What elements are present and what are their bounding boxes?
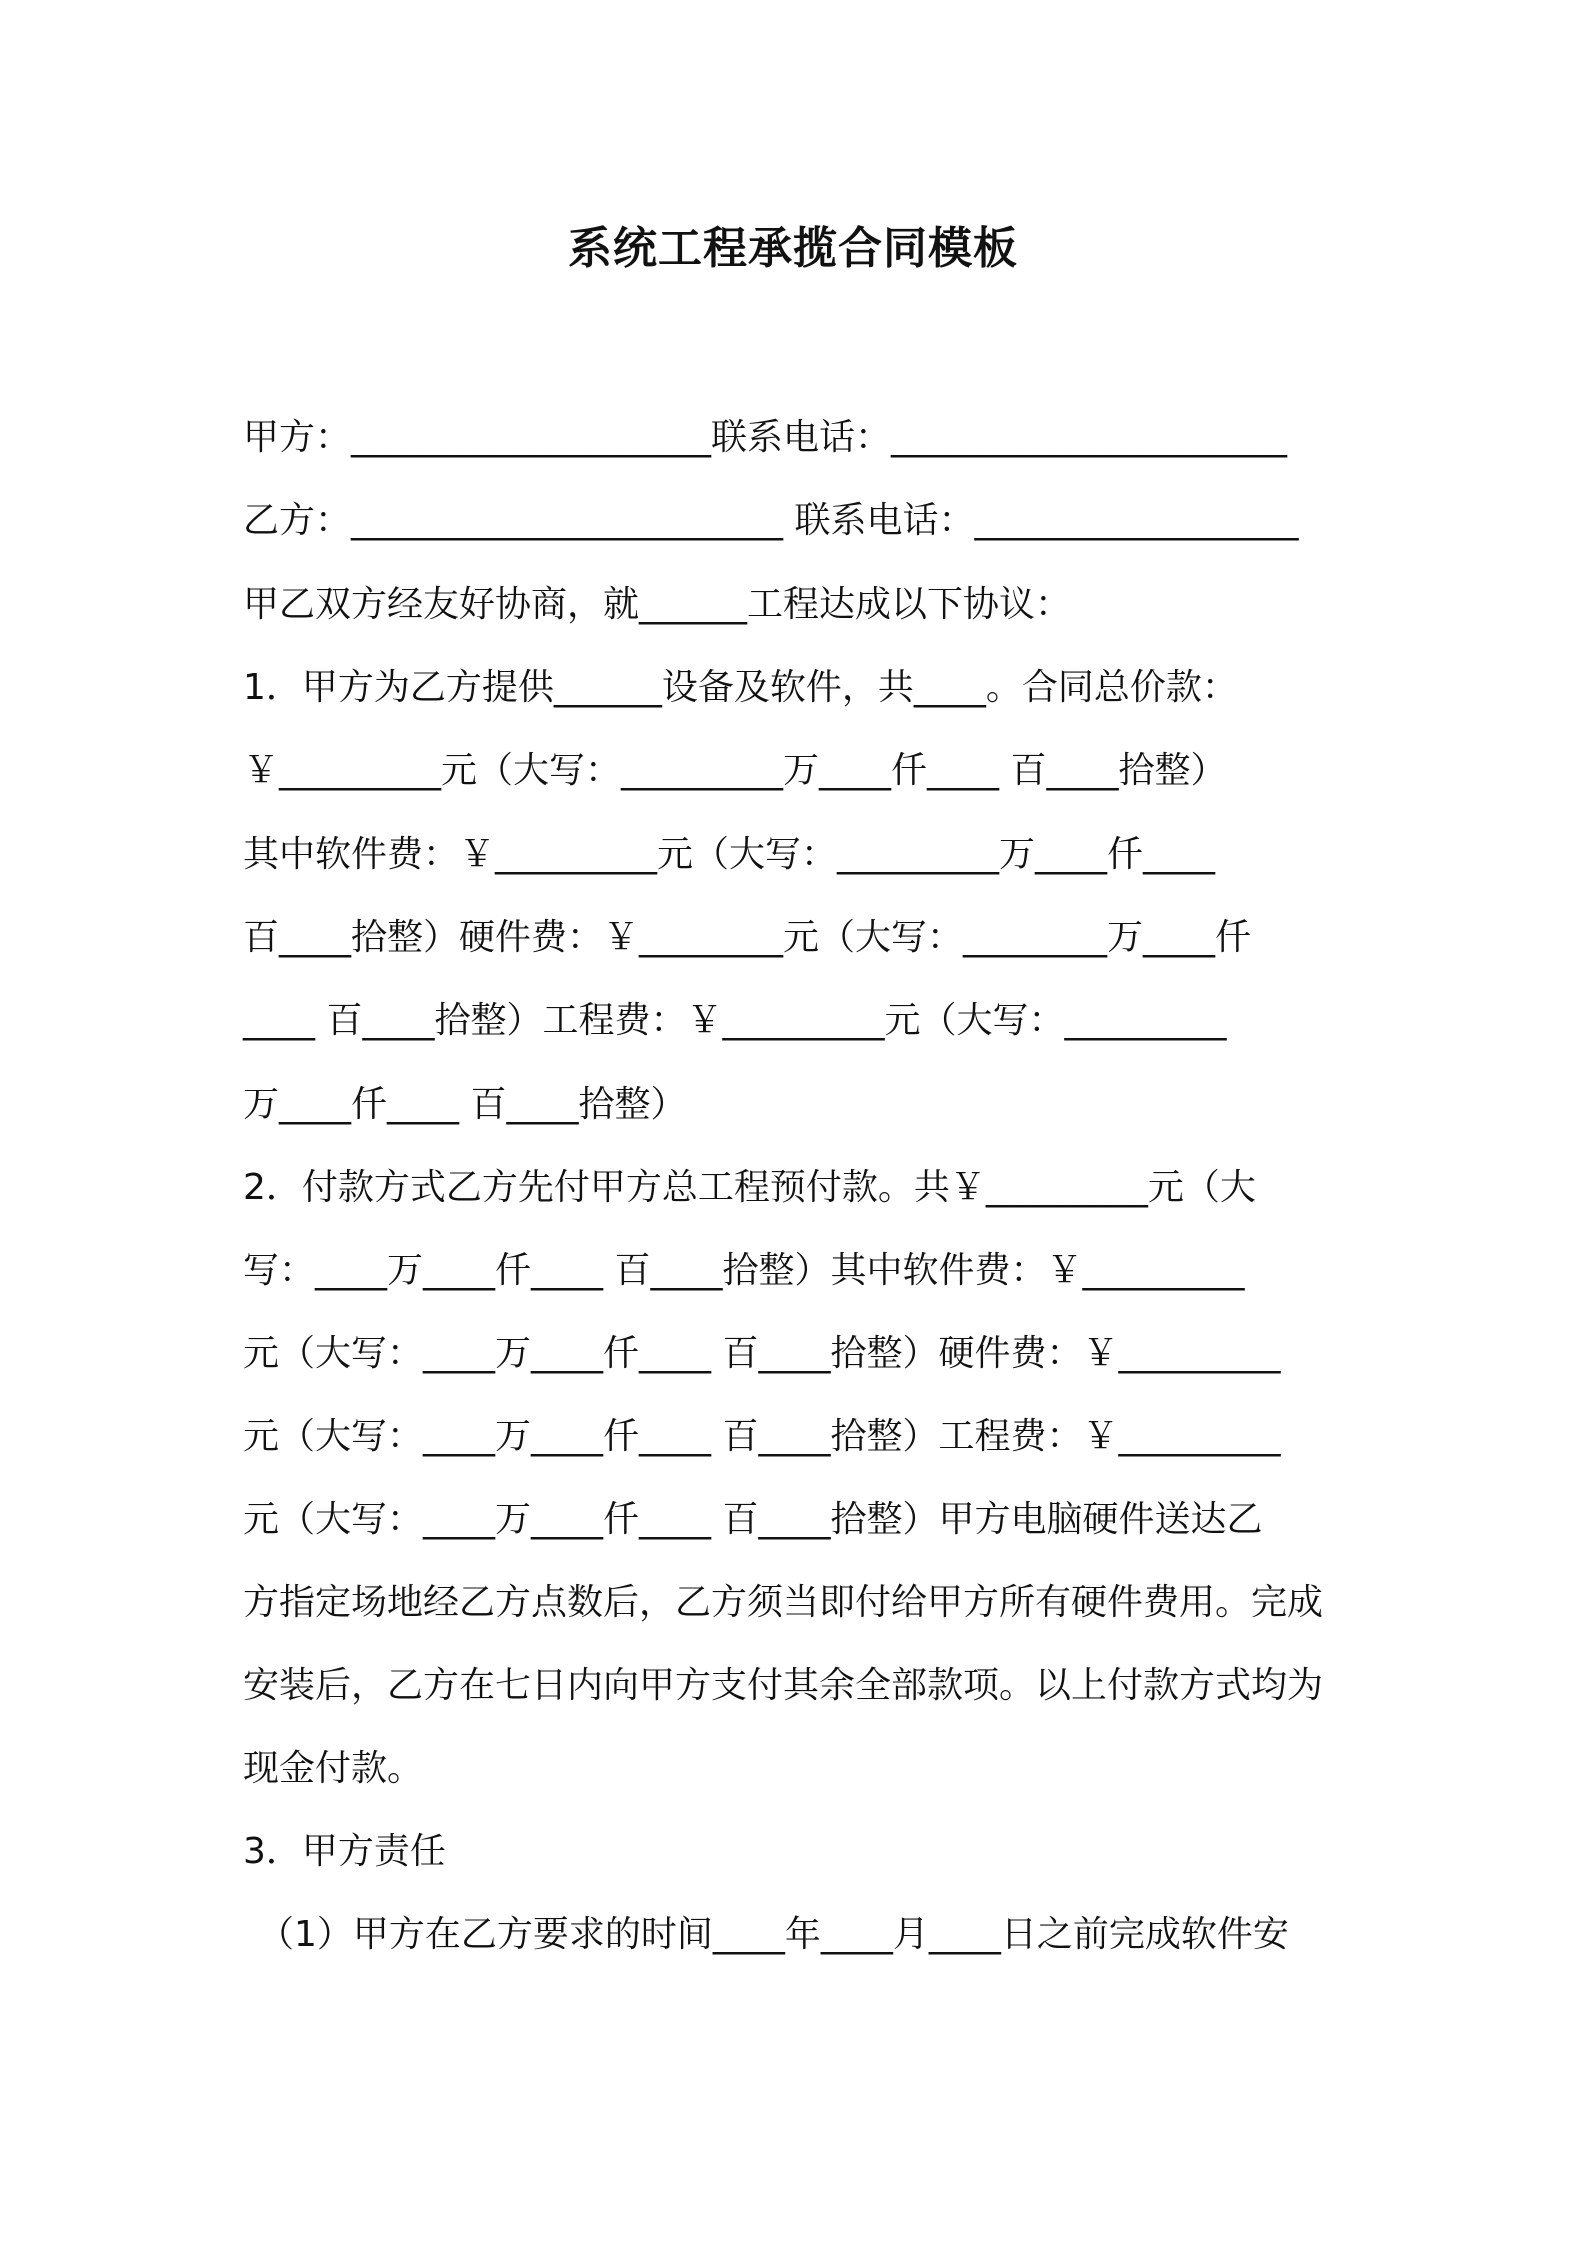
payment-line-3: 元（大写：____万____仟____ 百____拾整）工程费：￥_________ bbox=[243, 1416, 1281, 1457]
clause-1-line: 1．甲方为乙方提供______设备及软件，共____。合同总价款： bbox=[243, 667, 1238, 708]
payment-line-5: 方指定场地经乙方点数后，乙方须当即付给甲方所有硬件费用。完成 bbox=[243, 1582, 1324, 1623]
hardware-fee-line: 百____拾整）硬件费：￥________元（大写：________万____仟 bbox=[243, 917, 1252, 958]
party-b-line: 乙方：________________________ 联系电话：__________________ bbox=[243, 500, 1299, 541]
software-fee-line: 其中软件费：￥_________元（大写：_________万____仟____ bbox=[243, 834, 1216, 875]
payment-line-6: 安装后，乙方在七日内向甲方支付其余全部款项。以上付款方式均为 bbox=[243, 1665, 1324, 1706]
clause-3-heading: 3．甲方责任 bbox=[243, 1831, 446, 1872]
agreement-intro-line: 甲乙双方经友好协商，就______工程达成以下协议： bbox=[243, 584, 1072, 625]
clause-2-line: 2．付款方式乙方先付甲方总工程预付款。共￥_________元（大 bbox=[243, 1167, 1256, 1208]
payment-line-2: 元（大写：____万____仟____ 百____拾整）硬件费：￥_________ bbox=[243, 1333, 1281, 1374]
engineering-fee-line: ____ 百____拾整）工程费：￥_________元（大写：_________ bbox=[243, 1000, 1227, 1041]
fee-continuation-line: 万____仟____ 百____拾整） bbox=[243, 1084, 687, 1125]
total-price-line: ￥_________元（大写：_________万____仟____ 百____拾整） bbox=[243, 750, 1227, 791]
party-a-line: 甲方：____________________联系电话：______________________ bbox=[243, 417, 1288, 458]
payment-line-7: 现金付款。 bbox=[243, 1748, 424, 1789]
clause-3-item-1: （1）甲方在乙方要求的时间____年____月____日之前完成软件安 bbox=[258, 1914, 1289, 1955]
payment-line-1: 写：____万____仟____ 百____拾整）其中软件费：￥_________ bbox=[243, 1250, 1245, 1291]
document-title: 系统工程承揽合同模板 bbox=[568, 223, 1018, 274]
payment-line-4: 元（大写：____万____仟____ 百____拾整）甲方电脑硬件送达乙 bbox=[243, 1499, 1263, 1540]
